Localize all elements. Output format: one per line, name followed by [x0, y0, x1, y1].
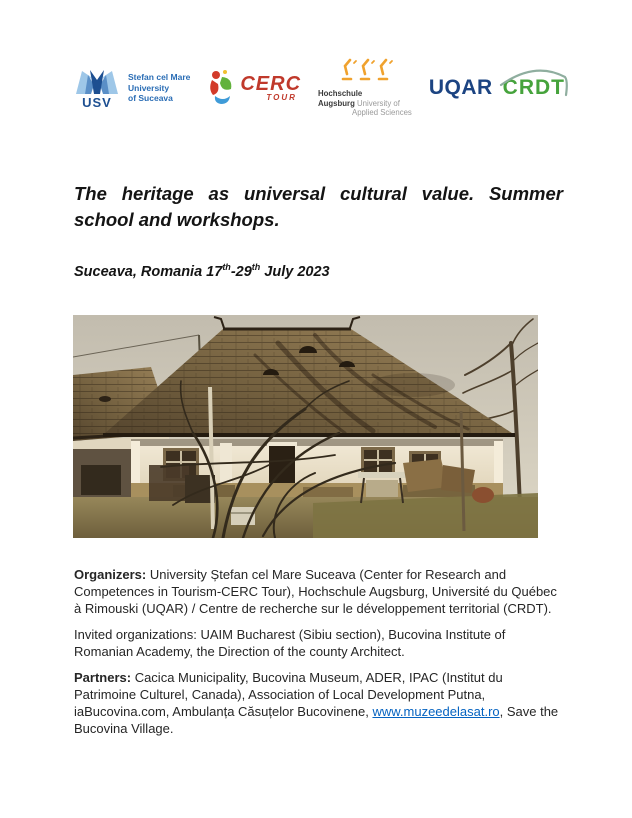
muzeedelasat-link[interactable]: www.muzeedelasat.ro: [372, 704, 500, 719]
body-text: [74, 566, 566, 746]
crdt-wordmark-wrap: [503, 76, 565, 100]
document-title: The heritage as universal cultural value. Summer school and workshops.: [74, 183, 563, 231]
logo-uqar-crdt: [429, 76, 565, 100]
hsa-logo-text: Hochschule Augsburg University of Applied Sciences: [318, 88, 412, 118]
cerc-wordmark: CERC: [240, 73, 302, 95]
hsa-logo-icon: [340, 58, 396, 87]
dateline: Suceava, Romania 17th-29th July 2023: [74, 262, 330, 280]
paragraph-partners: Partners: Cacica Municipality, Bucovina Museum, ADER, IPAC (Institut du Patrimoine Culturel, Canada), Association of Local Development Putna, iaBucovina.com, Ambulanța Căsuțelor Bucovinene, www.muzeedelasat.ro, Save the Bucovina Village.: [74, 670, 559, 736]
house-photo: [73, 315, 538, 538]
usv-logo-icon: [75, 67, 119, 109]
cerc-logo-text: [240, 74, 301, 102]
cerc-tour-wordmark: TOUR: [266, 93, 297, 102]
logo-hochschule-augsburg: [318, 58, 412, 118]
logo-cerc-tour: [207, 68, 301, 109]
partners-label: Partners:: [74, 670, 132, 685]
crdt-wordmark: CRDT: [502, 76, 565, 99]
usv-acronym: USV: [82, 95, 112, 110]
cerc-figures-icon: [207, 68, 237, 109]
paragraph-organizers: Organizers: University Ștefan cel Mare Suceava (Center for Research and Competences in Tourism-CERC Tour), Hochschule Augsburg, Université du Québec à Rimouski (UQAR) / Centre de recherche sur le développement territorial (CRDT).: [74, 567, 557, 616]
organizers-label: Organizers:: [74, 567, 147, 582]
logo-usv: [75, 67, 190, 109]
logo-band: [75, 56, 565, 120]
paragraph-invited-organizations: Invited organizations: UAIM Bucharest (Sibiu section), Bucovina Institute of Romanian Academy, the Direction of the county Architect.: [74, 627, 506, 659]
uqar-wordmark: UQAR: [428, 76, 493, 99]
usv-logo-text: Stefan cel Mare University of Suceava: [128, 72, 191, 104]
